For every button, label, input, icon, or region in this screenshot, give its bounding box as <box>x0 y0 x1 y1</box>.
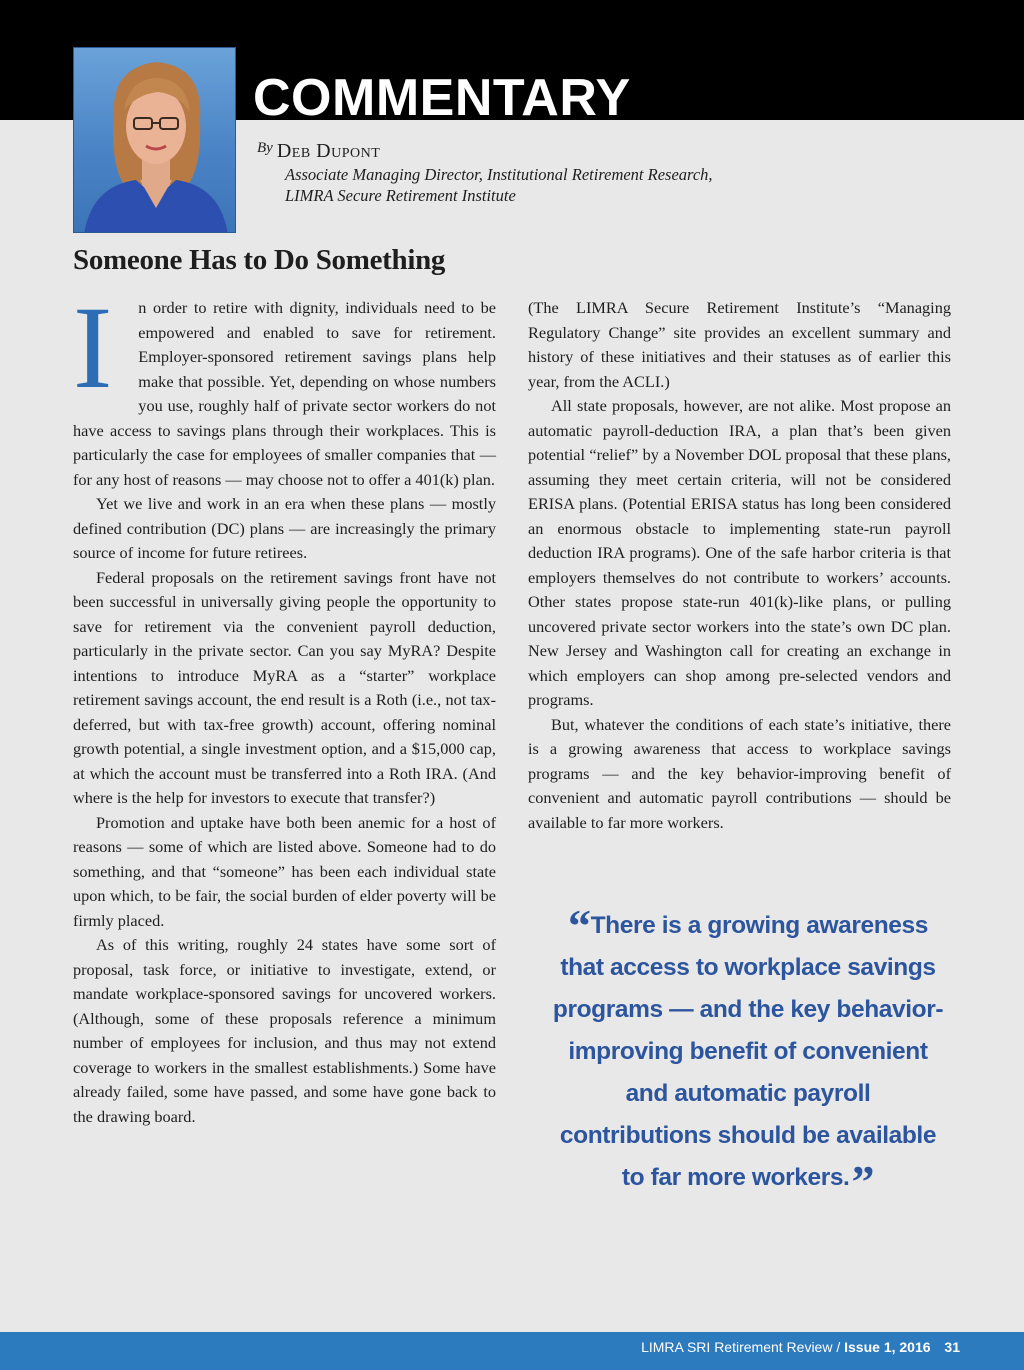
footer-publication: LIMRA SRI Retirement Review / <box>641 1339 841 1355</box>
paragraph: All state proposals, however, are not alike. Most propose an automatic payroll-deduction IRA, a plan that’s been given potential “relief” by a November DOL proposal that these plans, assuming they meet certain criteria, will not be considered ERISA plans. (Potential ERISA status has long been considered an enormous obstacle to implementing state-run payroll deduction IRA programs). One of the safe harbor criteria is that employers themselves do not contribute to workers’ accounts. Other states propose state-run 401(k)-like plans, or pulling uncovered private sector workers into the state’s own DC plan. New Jersey and Washington call for creating an exchange in which employers can shop among pre-selected vendors and programs. <box>528 396 951 709</box>
footer-text <box>641 1338 960 1356</box>
paragraph: n order to retire with dignity, individuals need to be empowered and enabled to save for retirement. Employer-sponsored retirement savings plans help make that possible. Yet, depending on whose numbers you use, roughly half of private sector workers do not have access to savings plans through their workplaces. This is particularly the case for employees of smaller companies that — for any host of reasons — may choose not to offer a 401(k) plan. <box>73 298 496 489</box>
footer-issue: Issue 1, 2016 <box>844 1339 931 1355</box>
page-number: 31 <box>944 1339 960 1355</box>
author-role-line-1: Associate Managing Director, Institutional Retirement Research, <box>285 165 713 184</box>
paragraph: Promotion and uptake have both been anemic for a host of reasons — some of which are listed above. Someone had to do something, and that “someone” has been each individual state upon which, to be fair, the social burden of elder poverty will be firmly placed. <box>73 812 496 930</box>
close-quote-mark: ” <box>851 1156 875 1207</box>
open-quote-mark: “ <box>568 900 591 951</box>
paragraph: As of this writing, roughly 24 states have some sort of proposal, task force, or initiative to investigate, extend, or mandate workplace-sponsored savings for uncovered workers. (Although, some of these proposals reference a minimum number of employees for inclusion, and thus may not extend coverage to workers in the smallest establishments.) Some have already failed, some have passed, and some have gone back to the drawing board. <box>73 935 496 1126</box>
section-title: COMMENTARY <box>253 69 631 127</box>
pull-quote-text: There is a growing awareness that access to workplace savings programs — and the key behavior-improving benefit of convenient and automatic payroll contributions should be available to far more workers. <box>552 912 944 1191</box>
article-headline: Someone Has to Do Something <box>73 244 446 276</box>
author-name: Deb Dupont <box>276 140 381 162</box>
article-column-right <box>528 296 951 835</box>
author-photo <box>73 47 236 233</box>
byline <box>257 140 380 163</box>
pull-quote <box>548 900 948 1207</box>
paragraph: (The LIMRA Secure Retirement Institute’s “Managing Regulatory Change” site provides an excellent summary and history of these initiatives and their statuses as of earlier this year, from the ACLI.) <box>528 298 951 391</box>
article-column-left <box>73 282 496 1129</box>
byline-by: By <box>257 140 273 156</box>
paragraph: But, whatever the conditions of each state’s initiative, there is a growing awareness that access to workplace savings programs — and the key behavior-improving benefit of convenient and automatic payroll contributions — should be available to far more workers. <box>528 714 951 832</box>
drop-cap: I <box>73 282 113 413</box>
paragraph: Yet we live and work in an era when these plans — mostly defined contribution (DC) plans — are increasingly the primary source of income for future retirees. <box>73 494 496 562</box>
author-role-line-2: LIMRA Secure Retirement Institute <box>285 186 516 205</box>
paragraph: Federal proposals on the retirement savings front have not been successful in universally giving people the opportunity to save for retirement via the convenient payroll deduction, particularly in the private sector. Can you say MyRA? Despite intentions to introduce MyRA as a “starter” workplace retirement savings account, the end result is a Roth (i.e., not tax-deferred, but with tax-free growth) account, offering nominal growth potential, a single investment option, and a $15,000 cap, at which the account must be transferred into a Roth IRA. (And where is the help for investors to execute that transfer?) <box>73 567 496 807</box>
